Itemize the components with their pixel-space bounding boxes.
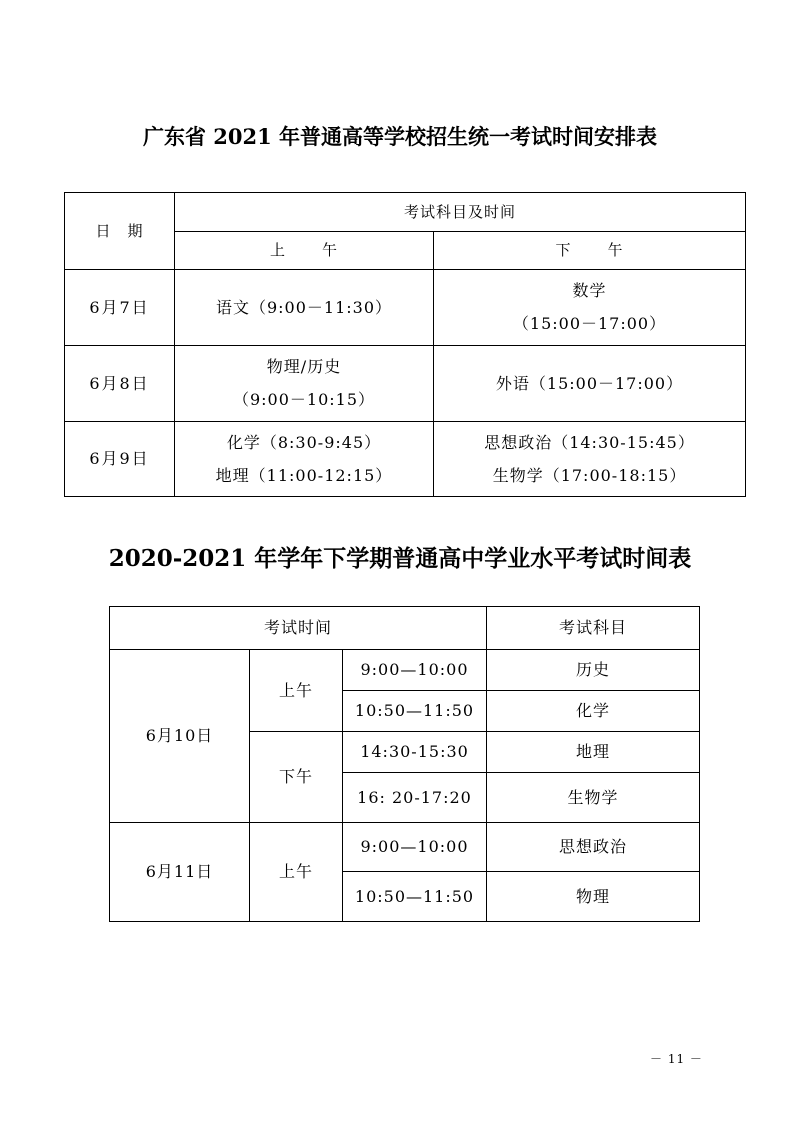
subject-header: 考试科目 bbox=[487, 607, 700, 650]
time-cell: 9:00—10:00 bbox=[343, 650, 487, 691]
date-header: 日 期 bbox=[65, 193, 175, 270]
subject-time-header: 考试科目及时间 bbox=[175, 193, 746, 232]
academic-exam-table bbox=[109, 606, 700, 922]
exam-schedule-title: 广东省 2021 年普通高等学校招生统一考试时间安排表 bbox=[142, 124, 658, 149]
subject-cell: 历史 bbox=[487, 650, 700, 691]
time-cell: 14:30-15:30 bbox=[343, 732, 487, 773]
date-cell: 6月7日 bbox=[65, 270, 175, 346]
time-header: 考试时间 bbox=[110, 607, 487, 650]
am-cell: 物理/历史 （9:00－10:15） bbox=[175, 346, 434, 422]
date-cell: 6月8日 bbox=[65, 346, 175, 422]
period-cell: 上午 bbox=[250, 650, 343, 732]
time-cell: 10:50—11:50 bbox=[343, 872, 487, 922]
period-cell: 上午 bbox=[250, 823, 343, 922]
pm-cell: 数学 （15:00－17:00） bbox=[434, 270, 746, 346]
academic-exam-title: 2020-2021 年学年下学期普通高中学业水平考试时间表 bbox=[108, 545, 692, 572]
time-cell: 9:00—10:00 bbox=[343, 823, 487, 872]
subject-cell: 思想政治 bbox=[487, 823, 700, 872]
pm-cell: 思想政治（14:30-15:45） 生物学（17:00-18:15） bbox=[434, 422, 746, 497]
date-cell: 6月9日 bbox=[65, 422, 175, 497]
time-cell: 10:50—11:50 bbox=[343, 691, 487, 732]
gaokao-schedule-table bbox=[64, 192, 746, 497]
time-cell: 16: 20-17:20 bbox=[343, 773, 487, 823]
subject-cell: 物理 bbox=[487, 872, 700, 922]
am-header: 上 午 bbox=[175, 232, 434, 270]
period-cell: 下午 bbox=[250, 732, 343, 823]
subject-cell: 生物学 bbox=[487, 773, 700, 823]
am-cell: 化学（8:30-9:45） 地理（11:00-12:15） bbox=[175, 422, 434, 497]
subject-cell: 化学 bbox=[487, 691, 700, 732]
date-cell: 6月10日 bbox=[110, 650, 250, 823]
page-number: － 11 － bbox=[650, 1052, 703, 1066]
subject-cell: 地理 bbox=[487, 732, 700, 773]
date-cell: 6月11日 bbox=[110, 823, 250, 922]
am-cell: 语文（9:00－11:30） bbox=[175, 270, 434, 346]
pm-header: 下 午 bbox=[434, 232, 746, 270]
pm-cell: 外语（15:00－17:00） bbox=[434, 346, 746, 422]
